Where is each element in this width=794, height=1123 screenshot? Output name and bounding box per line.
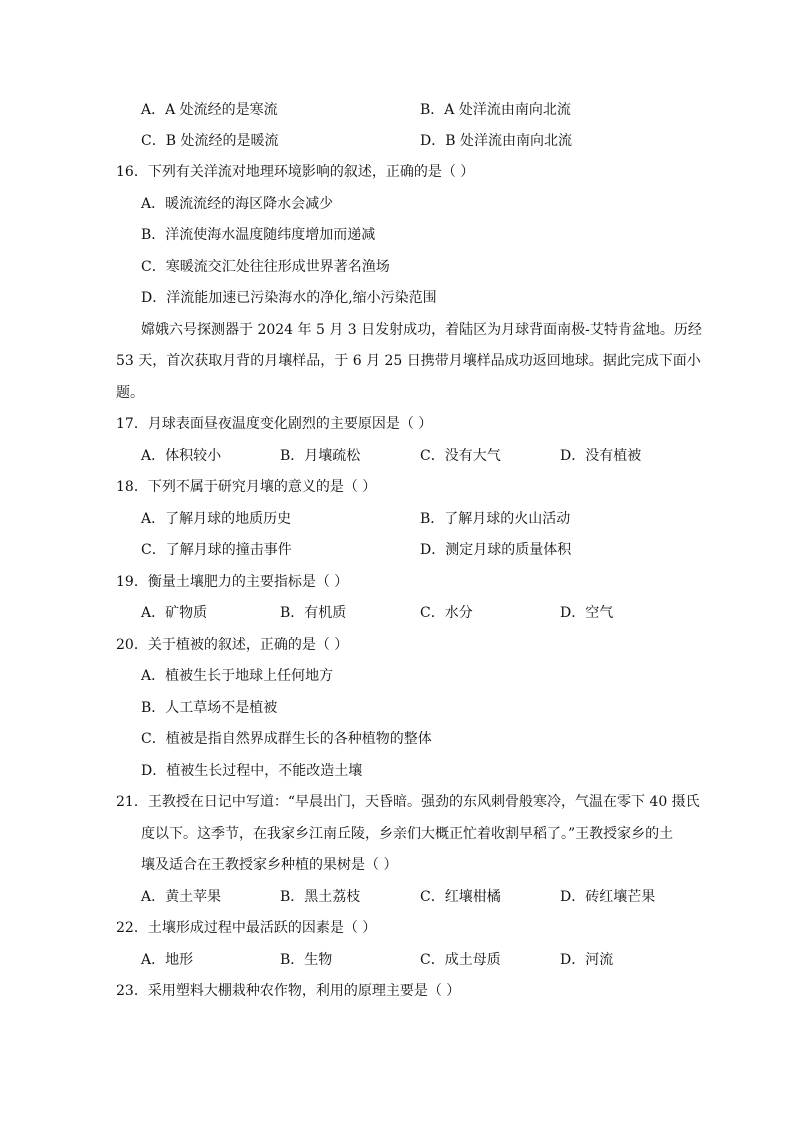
q20-option-c: C．植被是指自然界成群生长的各种植物的整体 <box>141 731 432 747</box>
passage-line-3: 题。 <box>116 385 144 401</box>
q21-stem-line-2: 度以下。这季节，在我家乡江南丘陵，乡亲们大概正忙着收割早稻了。”王教授家乡的土 <box>141 826 674 842</box>
q21-option-a: A．黄土苹果 <box>141 889 222 905</box>
passage-line-1: 嫦娥六号探测器于 2024 年 5 月 3 日发射成功，着陆区为月球背面南极-艾特肯盆地。历经 <box>141 322 702 338</box>
q18-option-c: C．了解月球的撞击事件 <box>141 542 292 558</box>
q20-option-b: B．人工草场不是植被 <box>141 700 278 716</box>
q20-option-d: D．植被生长过程中，不能改造土壤 <box>141 763 363 779</box>
q22-option-c: C．成土母质 <box>420 952 501 968</box>
q19-option-a: A．矿物质 <box>141 605 208 621</box>
q23-stem: 23．采用塑料大棚栽种农作物，利用的原理主要是（ ） <box>116 983 461 999</box>
q20-stem: 20．关于植被的叙述，正确的是（ ） <box>116 637 349 653</box>
q17-option-c: C．没有大气 <box>420 448 501 464</box>
passage-line-2: 53 天，首次获取月背的月壤样品，于 6 月 25 日携带月壤样品成功返回地球。据此完成下面小 <box>116 353 701 369</box>
q16-option-d: D．洋流能加速已污染海水的净化,缩小污染范围 <box>141 290 437 306</box>
q16-option-b: B．洋流使海水温度随纬度增加而递减 <box>141 227 376 243</box>
q19-stem: 19．衡量土壤肥力的主要指标是（ ） <box>116 574 349 590</box>
q18-stem: 18．下列不属于研究月壤的意义的是（ ） <box>116 479 377 495</box>
q21-stem-line-1: 21．王教授在日记中写道：“早晨出门，天昏暗。强劲的东风刺骨般寒冷，气温在零下 40 摄氏 <box>116 794 700 810</box>
q16-option-a: A．暖流流经的海区降水会减少 <box>141 196 334 212</box>
q20-option-a: A．植被生长于地球上任何地方 <box>141 668 334 684</box>
q21-option-d: D．砖红壤芒果 <box>560 889 656 905</box>
q15-option-b: B．A 处洋流由南向北流 <box>420 102 571 118</box>
q22-option-a: A．地形 <box>141 952 194 968</box>
q19-option-d: D．空气 <box>560 605 614 621</box>
q17-option-d: D．没有植被 <box>560 448 642 464</box>
q16-option-c: C．寒暖流交汇处往往形成世界著名渔场 <box>141 259 390 275</box>
q21-option-c: C．红壤柑橘 <box>420 889 501 905</box>
q19-option-c: C．水分 <box>420 605 473 621</box>
q21-option-b: B．黑土荔枝 <box>280 889 361 905</box>
q15-option-c: C．B 处流经的是暖流 <box>141 133 279 149</box>
q19-option-b: B．有机质 <box>280 605 347 621</box>
q15-option-d: D．B 处洋流由南向北流 <box>420 133 572 149</box>
q15-option-a: A．A 处流经的是寒流 <box>141 102 278 118</box>
q18-option-b: B．了解月球的火山活动 <box>420 511 571 527</box>
q17-option-b: B．月壤疏松 <box>280 448 361 464</box>
q21-stem-line-3: 壤及适合在王教授家乡种植的果树是（ ） <box>141 857 398 873</box>
q18-option-a: A．了解月球的地质历史 <box>141 511 292 527</box>
q22-stem: 22．土壤形成过程中最活跃的因素是（ ） <box>116 920 377 936</box>
q17-option-a: A．体积较小 <box>141 448 222 464</box>
q22-option-b: B．生物 <box>280 952 333 968</box>
q17-stem: 17．月球表面昼夜温度变化剧烈的主要原因是（ ） <box>116 416 433 432</box>
q16-stem: 16．下列有关洋流对地理环境影响的叙述，正确的是（ ） <box>116 164 475 180</box>
q18-option-d: D．测定月球的质量体积 <box>420 542 572 558</box>
q22-option-d: D．河流 <box>560 952 614 968</box>
